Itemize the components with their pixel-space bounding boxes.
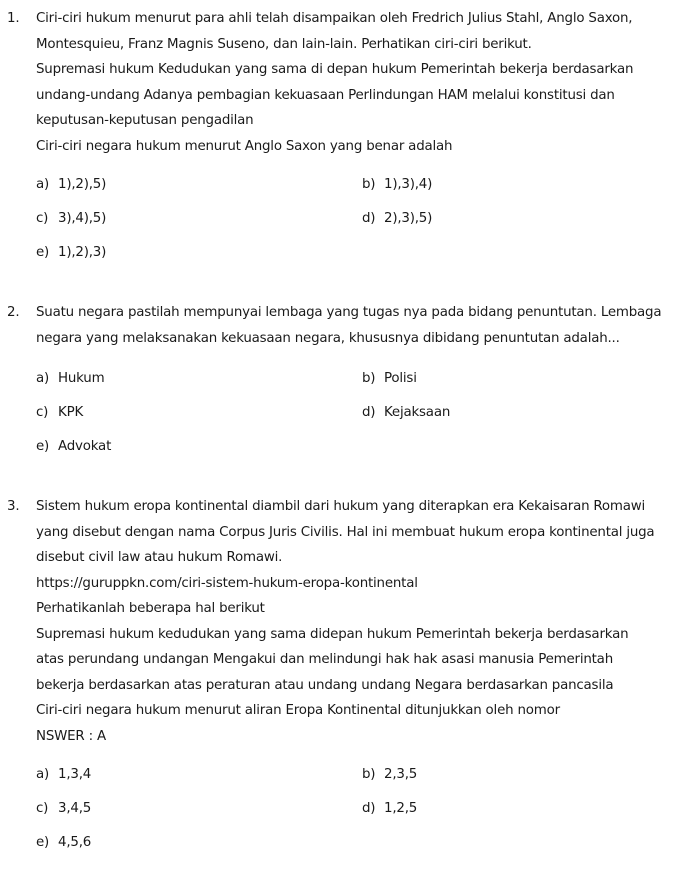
option-text: Advokat — [58, 439, 112, 454]
question-line: Supremasi hukum kedudukan yang sama didepan hukum Pemerintah bekerja berdasarkan — [36, 626, 629, 642]
option-text: KPK — [58, 405, 84, 420]
option-label: e) — [36, 439, 50, 454]
option-label: c) — [36, 801, 49, 816]
option-label: b) — [362, 767, 376, 782]
question-line: Ciri-ciri negara hukum menurut Anglo Saxon yang benar adalah — [36, 138, 453, 154]
option-text: Polisi — [384, 371, 417, 386]
question-text — [36, 300, 684, 351]
option-text: 2),3),5) — [384, 211, 433, 226]
q3-option-e[interactable] — [36, 835, 91, 850]
question-line: undang-undang Adanya pembagian kekuasaan Perlindungan HAM melalui konstitusi dan — [36, 87, 615, 103]
question-line: Ciri-ciri negara hukum menurut aliran Eropa Kontinental ditunjukkan oleh nomor — [36, 703, 560, 718]
option-label: b) — [362, 371, 376, 386]
option-label: b) — [362, 177, 376, 192]
question-line: disebut civil law atau hukum Romawi. — [36, 550, 283, 565]
option-label: c) — [36, 211, 49, 226]
q2-option-d[interactable] — [362, 405, 450, 420]
q3-option-a[interactable] — [36, 767, 91, 782]
question-line: Ciri-ciri hukum menurut para ahli telah disampaikan oleh Fredrich Julius Stahl, Anglo Saxon, — [36, 11, 633, 26]
option-label: e) — [36, 835, 50, 850]
q1-option-a[interactable] — [36, 177, 106, 192]
option-text: 1),2),5) — [58, 177, 107, 192]
option-text: 1),3),4) — [384, 177, 433, 192]
option-text: 2,3,5 — [384, 767, 418, 782]
question-line: bekerja berdasarkan atas peraturan atau undang undang Negara berdasarkan pancasila — [36, 677, 614, 693]
option-text: 1,2,5 — [384, 801, 418, 816]
option-text: 1),2),3) — [58, 245, 107, 260]
option-label: e) — [36, 245, 50, 260]
q3-option-b[interactable] — [362, 767, 417, 782]
question-line: atas perundang undangan Mengakui dan melindungi hak hak asasi manusia Pemerintah — [36, 652, 613, 667]
option-text: Kejaksaan — [384, 405, 451, 420]
question-text — [36, 494, 684, 749]
q2-option-c[interactable] — [36, 405, 83, 420]
question-line: Suatu negara pastilah mempunyai lembaga yang tugas nya pada bidang penuntutan. Lembaga — [36, 305, 662, 320]
question-number: 3. — [7, 499, 20, 514]
option-label: d) — [362, 211, 376, 226]
question-line: Montesquieu, Franz Magnis Suseno, dan lain-lain. Perhatikan ciri-ciri berikut. — [36, 36, 532, 52]
source-link[interactable]: https://guruppkn.com/ciri-sistem-hukum-eropa-kontinental — [36, 575, 418, 591]
q1-option-e[interactable] — [36, 245, 106, 260]
option-text: Hukum — [58, 371, 105, 386]
q2-option-e[interactable] — [36, 439, 111, 454]
question-line: Sistem hukum eropa kontinental diambil dari hukum yang diterapkan era Kekaisaran Romawi — [36, 499, 646, 514]
question-line: Supremasi hukum Kedudukan yang sama di depan hukum Pemerintah bekerja berdasarkan — [36, 62, 634, 77]
option-text: 3,4,5 — [58, 801, 92, 816]
option-label: a) — [36, 767, 50, 782]
option-text: 1,3,4 — [58, 767, 92, 782]
q3-option-d[interactable] — [362, 801, 417, 816]
option-label: a) — [36, 371, 50, 386]
question-line: keputusan-keputusan pengadilan — [36, 113, 254, 128]
q3-option-c[interactable] — [36, 801, 91, 816]
option-label: c) — [36, 405, 49, 420]
question-line: Perhatikanlah beberapa hal berikut — [36, 601, 265, 616]
q1-option-d[interactable] — [362, 211, 432, 226]
option-label: d) — [362, 405, 376, 420]
q2-option-b[interactable] — [362, 371, 417, 386]
option-text: 4,5,6 — [58, 835, 92, 850]
option-text: 3),4),5) — [58, 211, 107, 226]
question-line: negara yang melaksanakan kekuasaan negara, khususnya dibidang penuntutan adalah... — [36, 330, 620, 346]
option-label: a) — [36, 177, 50, 192]
q1-option-c[interactable] — [36, 211, 106, 226]
question-line: yang disebut dengan nama Corpus Juris Civilis. Hal ini membuat hukum eropa kontinental juga — [36, 524, 655, 540]
question-number: 2. — [7, 305, 20, 320]
question-number: 1. — [7, 11, 20, 26]
q2-option-a[interactable] — [36, 371, 104, 386]
question-text — [36, 6, 684, 159]
answer-line: NSWER : A — [36, 728, 106, 744]
q1-option-b[interactable] — [362, 177, 432, 192]
option-label: d) — [362, 801, 376, 816]
